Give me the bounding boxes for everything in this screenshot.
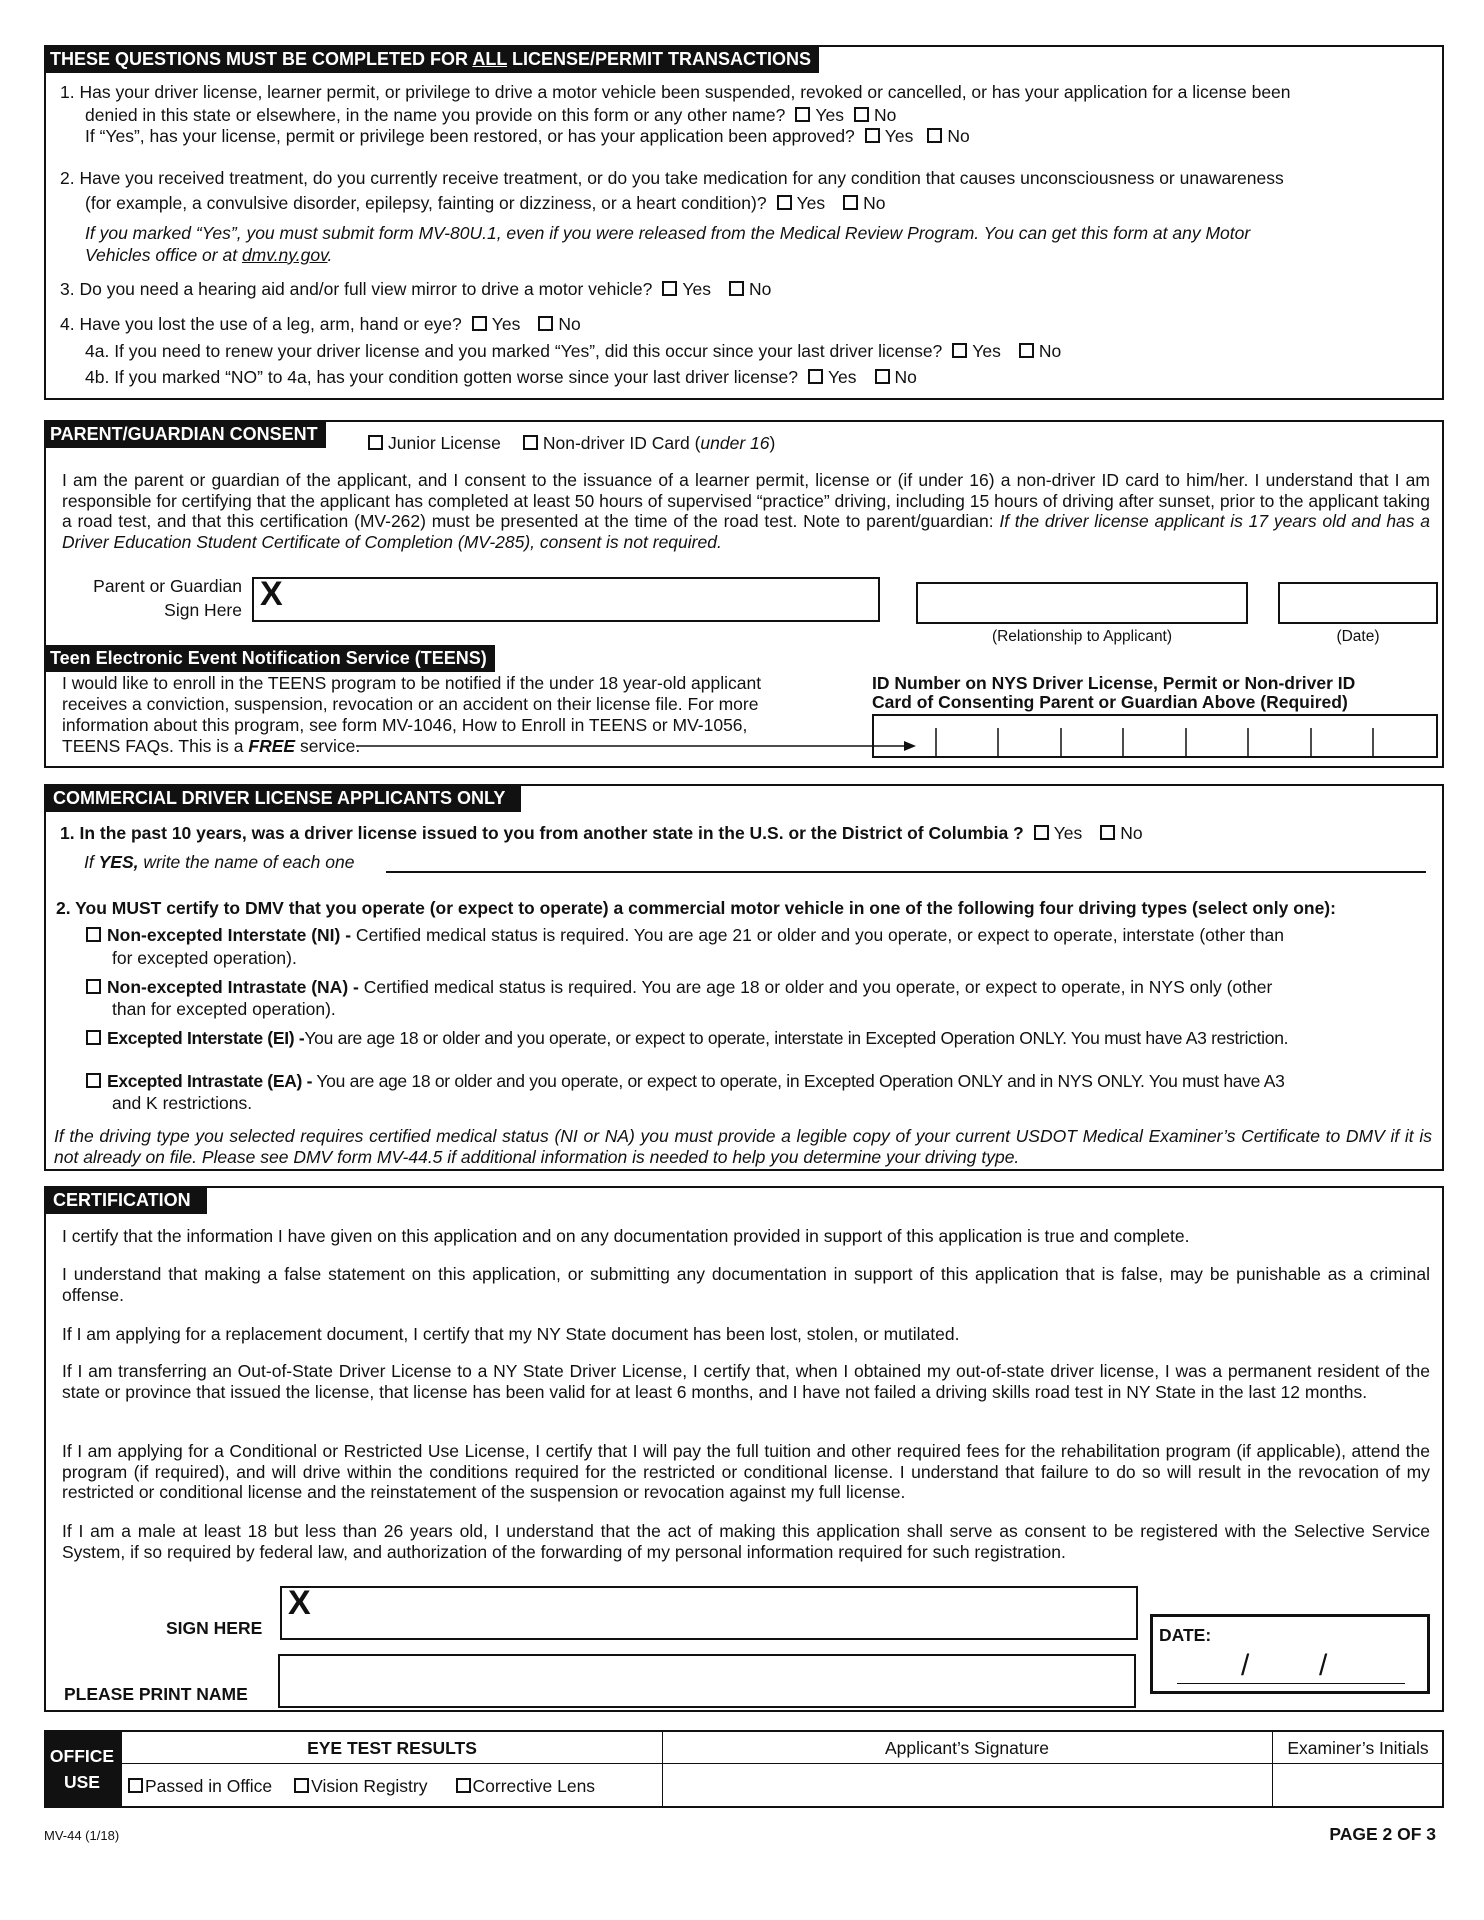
cert-paragraph-2: I understand that making a false statement on this application, or submitting any documentation in support of this application that is false, may be punishable as a criminal offense. — [62, 1264, 1430, 1305]
consent-paragraph: I am the parent or guardian of the applicant, and I consent to the issuance of a learner permit, license or (if under 16) a non-driver ID card to him/her. I understand that I am responsible for certifying that the applicant has completed at least 50 hours of supervised “practice” driving, including 15 hours of driving after sunset, prior to the applicant taking a road test, and that this certification (MV-262) must be presented at the time of the road test. Note to parent/guardian: If the driver license applicant is 17 years old and has a Driver Education Student Certificate of Completion (MV-285), consent is not required. — [62, 470, 1430, 552]
checkbox-ea[interactable] — [86, 1073, 101, 1088]
question-2: 2. Have you received treatment, do you currently receive treatment, or do you take medication for any condition that causes unconsciousness or unawareness — [60, 168, 1284, 188]
applicant-signature-header: Applicant’s Signature — [884, 1738, 1050, 1758]
cdl-question-1: 1. In the past 10 years, was a driver license issued to you from another state in the U.S. or the District of Columbia ? Yes No — [60, 823, 1143, 843]
sign-x-mark: X — [288, 1584, 311, 1622]
checkbox-yes[interactable] — [1034, 825, 1049, 840]
id-number-label-2: Card of Consenting Parent or Guardian Above (Required) — [872, 692, 1348, 712]
checkbox-vision-registry[interactable] — [294, 1778, 309, 1793]
question-4b: 4b. If you marked “NO” to 4a, has your condition gotten worse since your last driver license? Yes No — [85, 367, 917, 387]
license-questions-section — [44, 45, 1444, 400]
sign-here-label: SIGN HERE — [166, 1618, 263, 1638]
question-3: 3. Do you need a hearing aid and/or full view mirror to drive a motor vehicle? Yes No — [60, 279, 772, 299]
checkbox-no[interactable] — [843, 195, 858, 210]
question-1: 1. Has your driver license, learner permit, or privilege to drive a motor vehicle been suspended, revoked or cancelled, or has your application for a license been — [60, 82, 1291, 102]
id-digit-dividers — [874, 716, 1436, 756]
option-ea-line2: and K restrictions. — [112, 1093, 253, 1113]
checkbox-yes[interactable] — [662, 281, 677, 296]
checkbox-na[interactable] — [86, 979, 101, 994]
eye-test-options: Passed in Office Vision Registry Corrective Lens — [128, 1776, 595, 1796]
parent-guardian-section — [44, 420, 1444, 768]
question-2-note-line2: Vehicles office or at dmv.ny.gov. — [85, 245, 333, 265]
row-divider — [122, 1763, 1442, 1764]
office-label: OFFICE — [49, 1746, 115, 1766]
date-slash-2: / — [1319, 1649, 1328, 1682]
section-header: CERTIFICATION — [45, 1187, 207, 1214]
checkbox-no[interactable] — [1019, 343, 1034, 358]
cert-paragraph-5: If I am applying for a Conditional or Restricted Use License, I certify that I will pay the full tuition and other required fees for the rehabilitation program (if applicable), attend the program (if required), and will drive within the conditions required for the restricted or conditional license. I understand that failure to do so will result in the revocation of my restricted or conditional license and the reinstatement of the suspension or revocation against my full license. — [62, 1441, 1430, 1502]
dmv-link[interactable]: dmv.ny.gov — [241, 245, 328, 265]
print-name-field[interactable] — [278, 1654, 1136, 1708]
relationship-field[interactable] — [916, 582, 1248, 624]
checkbox-junior-license[interactable] — [368, 435, 383, 450]
cert-paragraph-6: If I am a male at least 18 but less than 26 years old, I understand that the act of making this application shall serve as consent to be registered with the Selective Service System, if so required by federal law, and authorization of the forwarding of my personal information required for such registration. — [62, 1521, 1430, 1562]
checkbox-no[interactable] — [875, 369, 890, 384]
date-slash-1: / — [1241, 1649, 1250, 1682]
option-ea: Excepted Intrastate (EA) - You are age 18 or older and you operate, or expect to operate, in Excepted Operation ONLY and in NYS ONLY. You must have A3 — [86, 1071, 1285, 1091]
teens-text-2: receives a conviction, suspension, revocation or an accident on their license file. For more — [62, 694, 759, 714]
option-na: Non-excepted Intrastate (NA) - Certified medical status is required. You are age 18 or older and you operate, or expect to operate, in NYS only (other — [86, 977, 1272, 997]
section-header: PARENT/GUARDIAN CONSENT — [45, 421, 326, 448]
section-header: THESE QUESTIONS MUST BE COMPLETED FOR ALL LICENSE/PERMIT TRANSACTIONS — [45, 46, 819, 73]
certification-section — [44, 1186, 1444, 1712]
arrow-icon — [356, 738, 916, 754]
question-2-note: If you marked “Yes”, you must submit form MV-80U.1, even if you were released from the Medical Review Program. You can get this form at any Motor — [85, 223, 1251, 243]
question-1-followup: If “Yes”, has your license, permit or privilege been restored, or has your application been approved? Yes No — [85, 126, 970, 146]
teens-text-1: I would like to enroll in the TEENS program to be notified if the under 18 year-old applicant — [62, 673, 762, 693]
option-ni: Non-excepted Interstate (NI) - Certified medical status is required. You are age 21 or older and you operate, or expect to operate, interstate (other than — [86, 925, 1284, 945]
checkbox-yes[interactable] — [777, 195, 792, 210]
sign-x-mark: X — [260, 575, 283, 613]
date-label: (Date) — [1336, 628, 1380, 645]
parent-signature-field[interactable] — [252, 577, 880, 622]
date-label: DATE: — [1159, 1625, 1212, 1645]
office-use-panel — [44, 1730, 120, 1808]
examiner-initials-header: Examiner’s Initials — [1287, 1738, 1429, 1758]
print-name-label: PLEASE PRINT NAME — [64, 1684, 248, 1704]
checkbox-corrective-lens[interactable] — [456, 1778, 471, 1793]
relationship-label: (Relationship to Applicant) — [991, 628, 1173, 645]
teens-text-4: TEENS FAQs. This is a FREE service. — [62, 736, 361, 756]
id-number-field[interactable] — [872, 714, 1438, 758]
question-1-line2: denied in this state or elsewhere, in the name you provide on this form or any other name? Yes No — [85, 105, 897, 125]
state-names-field[interactable] — [386, 871, 1426, 873]
id-number-label: ID Number on NYS Driver License, Permit or Non-driver ID — [872, 673, 1356, 693]
checkbox-no[interactable] — [538, 316, 553, 331]
checkbox-yes[interactable] — [952, 343, 967, 358]
use-label: USE — [64, 1772, 100, 1792]
office-use-table — [120, 1730, 1444, 1808]
checkbox-nondriver-id[interactable] — [523, 435, 538, 450]
checkbox-no[interactable] — [729, 281, 744, 296]
cdl-question-1-followup: If YES, write the name of each one — [84, 852, 355, 872]
checkbox-no[interactable] — [1100, 825, 1115, 840]
cdl-question-2: 2. You MUST certify to DMV that you operate (or expect to operate) a commercial motor vehicle in one of the following four driving types (select only one): — [56, 898, 1336, 918]
form-number: MV-44 (1/18) — [44, 1828, 120, 1843]
parent-sign-label-2: Sign Here — [164, 600, 242, 620]
applicant-signature-field[interactable] — [280, 1586, 1138, 1640]
checkbox-yes[interactable] — [795, 107, 810, 122]
cert-date-field[interactable] — [1150, 1614, 1430, 1694]
checkbox-ni[interactable] — [86, 927, 101, 942]
consent-type: Junior License Non-driver ID Card (under 16) — [368, 433, 775, 453]
option-na-line2: than for excepted operation). — [112, 999, 336, 1019]
teens-header: Teen Electronic Event Notification Service (TEENS) — [45, 645, 495, 672]
cert-paragraph-1: I certify that the information I have given on this application and on any documentation provided in support of this application is true and complete. — [62, 1226, 1190, 1246]
question-4: 4. Have you lost the use of a leg, arm, hand or eye? Yes No — [60, 314, 581, 334]
question-4a: 4a. If you need to renew your driver license and you marked “Yes”, did this occur since your last driver license? Yes No — [85, 341, 1062, 361]
checkbox-yes[interactable] — [472, 316, 487, 331]
parent-date-field[interactable] — [1278, 582, 1438, 624]
cdl-note: If the driving type you selected requires certified medical status (NI or NA) you must provide a legible copy of your current USDOT Medical Examiner’s Certificate to DMV if it is not already on file. Please see DMV form MV-44.5 if additional information is needed to help you determine your driving type. — [54, 1126, 1432, 1167]
option-ei: Excepted Interstate (EI) -You are age 18 or older and you operate, or expect to operate, interstate in Excepted Operation ONLY. You must have A3 restriction. — [86, 1028, 1288, 1048]
question-2-line2: (for example, a convulsive disorder, epilepsy, fainting or dizziness, or a heart condition)? Yes No — [85, 193, 886, 213]
commercial-license-section — [44, 784, 1444, 1171]
eye-test-header: EYE TEST RESULTS — [307, 1738, 477, 1758]
checkbox-no[interactable] — [854, 107, 869, 122]
page-number: PAGE 2 OF 3 — [1329, 1824, 1436, 1844]
option-ni-line2: for excepted operation). — [112, 948, 297, 968]
checkbox-ei[interactable] — [86, 1030, 101, 1045]
checkbox-yes[interactable] — [865, 128, 880, 143]
cert-paragraph-4: If I am transferring an Out-of-State Driver License to a NY State Driver License, I certify that, when I obtained my out-of-state driver license, I was a permanent resident of the state or province that issued the license, that license has been valid for at least 6 months, and I have not failed a driving skills road test in NY State in the last 12 months. — [62, 1361, 1430, 1402]
checkbox-yes[interactable] — [808, 369, 823, 384]
cert-paragraph-3: If I am applying for a replacement document, I certify that my NY State document has been lost, stolen, or mutilated. — [62, 1324, 960, 1344]
parent-sign-label: Parent or Guardian — [93, 576, 242, 596]
checkbox-no[interactable] — [927, 128, 942, 143]
date-underline — [1177, 1683, 1405, 1684]
section-header: COMMERCIAL DRIVER LICENSE APPLICANTS ONLY — [45, 785, 521, 812]
checkbox-passed[interactable] — [128, 1778, 143, 1793]
teens-text-3: information about this program, see form MV-1046, How to Enroll in TEENS or MV-1056, — [62, 715, 748, 735]
